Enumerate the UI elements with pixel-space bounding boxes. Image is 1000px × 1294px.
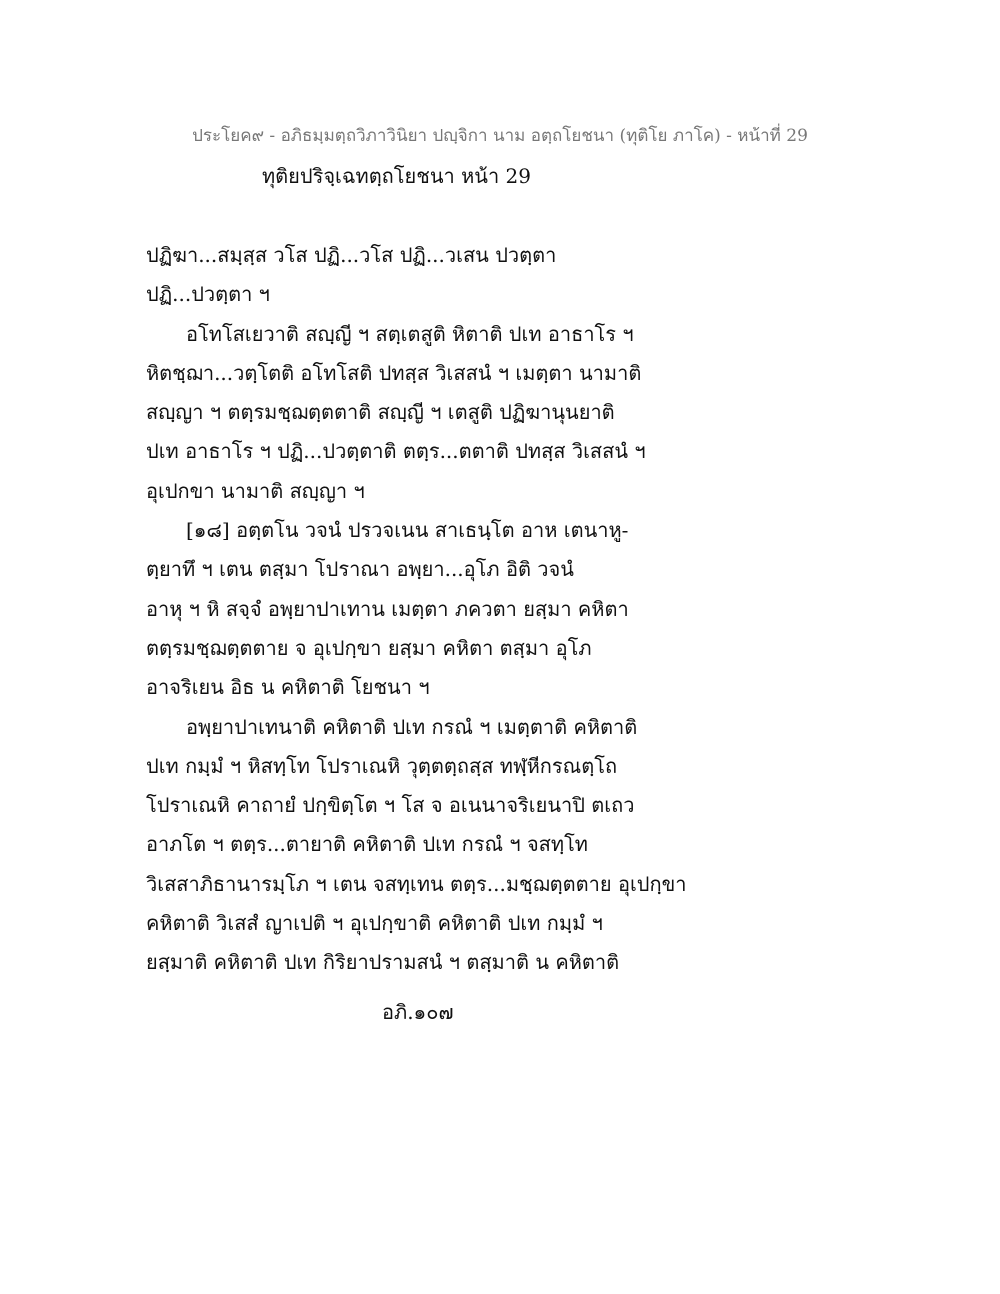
text-line: ปเท อาธาโร ฯ ปฏิ...ปวตฺตาติ ตตฺร...ตตาติ ปทสฺส วิเสสนํ ฯ (146, 439, 646, 464)
text-line: ปฏิ...ปวตฺตา ฯ (146, 282, 270, 307)
body-text (146, 236, 866, 983)
text-line: อาภโต ฯ ตตฺร...ตายาติ คหิตาติ ปเท กรณํ ฯ จสทฺโท (146, 832, 588, 857)
text-line: [๑๘] อตฺตโน วจนํ ปรวจเนน สาเธนฺโต อาห เตนาหู- (186, 518, 629, 543)
text-line: คหิตาติ วิเสสํ ญาเปติ ฯ อุเปกฺขาติ คหิตาติ ปเท กมฺมํ ฯ (146, 911, 603, 936)
text-line: ปฏิฆา...สมฺสฺส วโส ปฏิ...วโส ปฏิ...วเสน ปวตฺตา (146, 243, 557, 267)
text-line: สญฺญา ฯ ตตฺรมชฺฌตฺตตาติ สญฺญี ฯ เตสูติ ปฏิฆานุนยาติ (146, 400, 615, 425)
text-line: ปเท กมฺมํ ฯ หิสทฺโท โปราเณหิ วุตฺตตฺถสฺส ทฬฺหีกรณตฺโถ (146, 753, 618, 778)
text-line: ตตฺรมชฺฌตฺตตาย จ อุเปกฺขา ยสฺมา คหิตา ตสฺมา อุโภ (146, 635, 592, 660)
text-line: อุเปกขา นามาติ สญฺญา ฯ (146, 478, 365, 503)
page-signature: อภิ.๑๐๗ (382, 1000, 454, 1024)
text-line: หิตชฺฌา...วตฺโตติ อโทโสติ ปทสฺส วิเสสนํ ฯ เมตฺตา นามาติ (146, 360, 642, 385)
text-line: อพฺยาปาเทนาติ คหิตาติ ปเท กรณํ ฯ เมตฺตาติ คหิตาติ (186, 714, 638, 739)
text-line: อโทโสเยวาติ สญฺญี ฯ สตฺเตสูติ หิตาติ ปเท อาธาโร ฯ (186, 321, 634, 346)
text-line: ยสฺมาติ คหิตาติ ปเท กิริยาปรามสนํ ฯ ตสฺมาติ น คหิตาติ (146, 950, 620, 975)
text-line: อาจริเยน อิธ น คหิตาติ โยชนา ฯ (146, 675, 430, 700)
text-line: อาหุ ฯ หิ สจฺจํ อพฺยาปาเทาน เมตฺตา ภควตา ยสฺมา คหิตา (146, 596, 629, 621)
running-header: ประโยค๙ - อภิธมฺมตฺถวิภาวินิยา ปญฺจิกา นาม อตฺถโยชนา (ทุติโย ภาโค) - หน้าที่ 29 (192, 126, 808, 146)
text-line: โปราเณหิ คาถายํ ปกฺขิตฺโต ฯ โส จ อเนนาจริเยนาปิ ตเถว (146, 793, 635, 818)
text-line: ตฺยาทึ ฯ เตน ตสฺมา โปราณา อพฺยา...อุโภ อิติ วจนํ (146, 557, 574, 582)
section-title: ทุติยปริจฺเฉทตฺถโยชนา หน้า 29 (262, 164, 531, 188)
text-line: วิเสสาภิธานารมฺโภ ฯ เตน จสทฺเทน ตตฺร...มชฺฌตฺตตาย อุเปกฺขา (146, 871, 687, 896)
